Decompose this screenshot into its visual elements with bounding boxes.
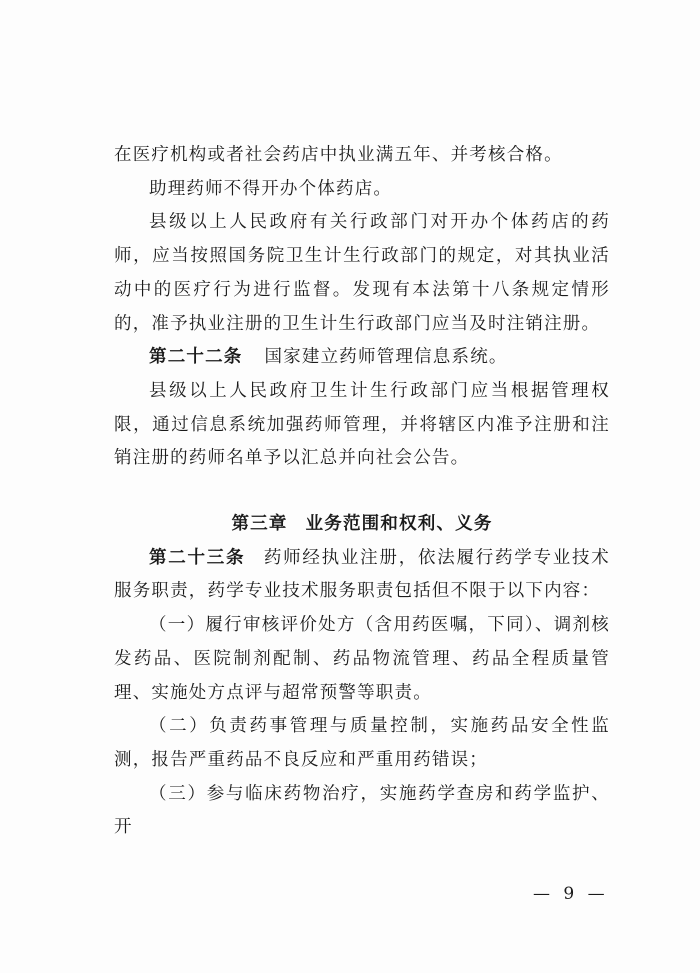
document-body [114,139,610,845]
paragraph: 县级以上人民政府有关行政部门对开办个体药店的药师，应当按照国务院卫生计生行政部门的规定，对其执业活动中的医疗行为进行监督。发现有本法第十八条规定情形的，准予执业注册的卫生计生行政部门应当及时注销注册。 [114,212,610,334]
article-paragraph [114,341,610,375]
page-number: — 9 — [533,884,609,904]
article-number: 第二十二条 [149,347,243,368]
paragraph-continuation: 在医疗机构或者社会药店中执业满五年、并考核合格。 [114,145,563,165]
list-item: （二）负责药事管理与质量控制，实施药品安全性监测，报告严重药品不良反应和严重用药错误； [114,716,610,770]
chapter-title: 业务范围和权利、义务 [305,514,493,535]
paragraph: 县级以上人民政府卫生计生行政部门应当根据管理权限，通过信息系统加强药师管理，并将辖区内准予注册和注销注册的药师名单予以汇总并向社会公告。 [114,380,610,469]
article-text: 国家建立药师管理信息系统。 [264,347,508,368]
paragraph: 助理药师不得开办个体药店。 [149,178,393,199]
chapter-number: 第三章 [231,514,288,535]
article-paragraph [114,542,610,609]
chapter-heading [114,508,610,542]
article-number: 第二十三条 [149,547,246,568]
list-item: （一）履行审核评价处方（含用药医嘱，下同）、调剂核发药品、医院制剂配制、药品物流管理、药品全程质量管理、实施处方点评与超常预警等职责。 [114,615,610,703]
article-text: 药师经执业注册，依法履行药学专业技术服务职责，药学专业技术服务职责包括但不限于以下内容： [114,547,610,602]
list-item: （三）参与临床药物治疗，实施药学查房和药学监护、开 [114,783,610,838]
